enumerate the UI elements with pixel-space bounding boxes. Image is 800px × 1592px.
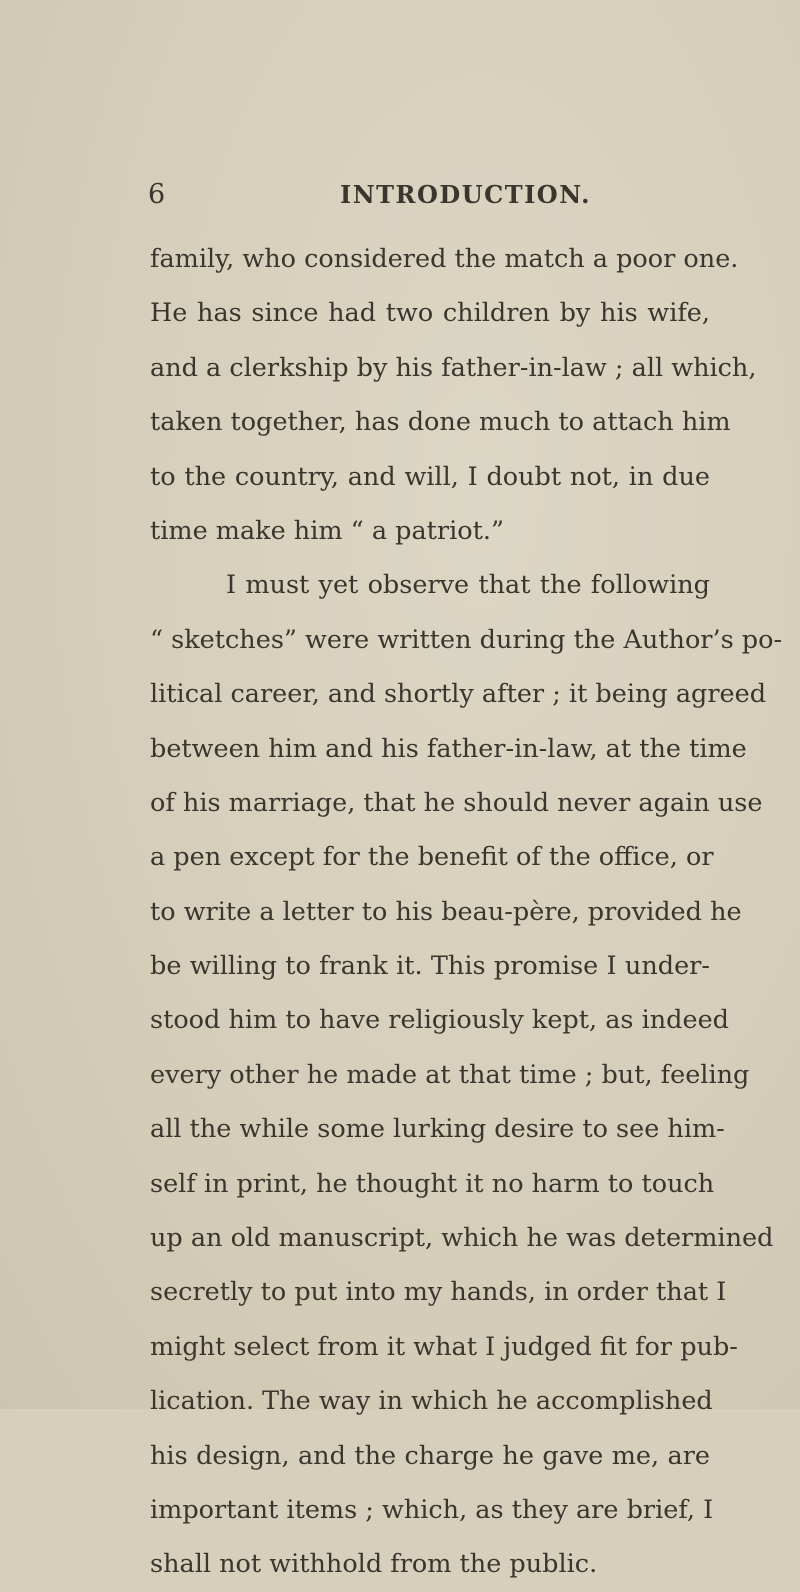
text-line: time make him “ a patriot.” (150, 515, 504, 546)
text-line: every other he made at that time ; but, feeling (150, 1059, 750, 1090)
text-line: and a clerkship by his father-in-law ; all which, (150, 352, 757, 383)
text-line: “ sketches” were written during the Author’s po- (150, 624, 783, 655)
running-head: INTRODUCTION. (340, 180, 591, 209)
text-line: family, who considered the match a poor one. (150, 244, 739, 274)
text-line: to write a letter to his beau-père, provided he (150, 896, 742, 927)
text-line: his design, and the charge he gave me, are (150, 1440, 710, 1471)
text-line: might select from it what I judged fit for pub- (150, 1331, 738, 1362)
text-line: stood him to have religiously kept, as indeed (150, 1005, 729, 1036)
page-number: 6 (148, 179, 166, 210)
text-line: litical career, and shortly after ; it being agreed (150, 679, 767, 710)
text-line: taken together, has done much to attach him (150, 407, 731, 438)
text-line: between him and his father-in-law, at the time (150, 733, 747, 764)
text-line: secretly to put into my hands, in order that I (150, 1277, 727, 1308)
text-line: I must yet observe that the following (226, 570, 710, 601)
text-line: important items ; which, as they are brief, I (150, 1494, 714, 1525)
text-line: a pen except for the benefit of the office, or (150, 842, 714, 873)
text-line: of his marriage, that he should never again use (150, 787, 763, 818)
text-line: up an old manuscript, which he was determined (150, 1223, 774, 1254)
text-line: He has since had two children by his wife, (150, 298, 710, 329)
text-line: self in print, he thought it no harm to touch (150, 1168, 715, 1199)
text-line: be willing to frank it. This promise I under- (150, 951, 710, 982)
text-line: lication. The way in which he accomplished (150, 1386, 713, 1417)
text-line: shall not withhold from the public. (150, 1549, 598, 1580)
text-line: all the while some lurking desire to see him- (150, 1114, 725, 1145)
text-line: to the country, and will, I doubt not, in due (150, 461, 710, 492)
page-header (0, 175, 800, 215)
body-text (150, 232, 783, 1592)
